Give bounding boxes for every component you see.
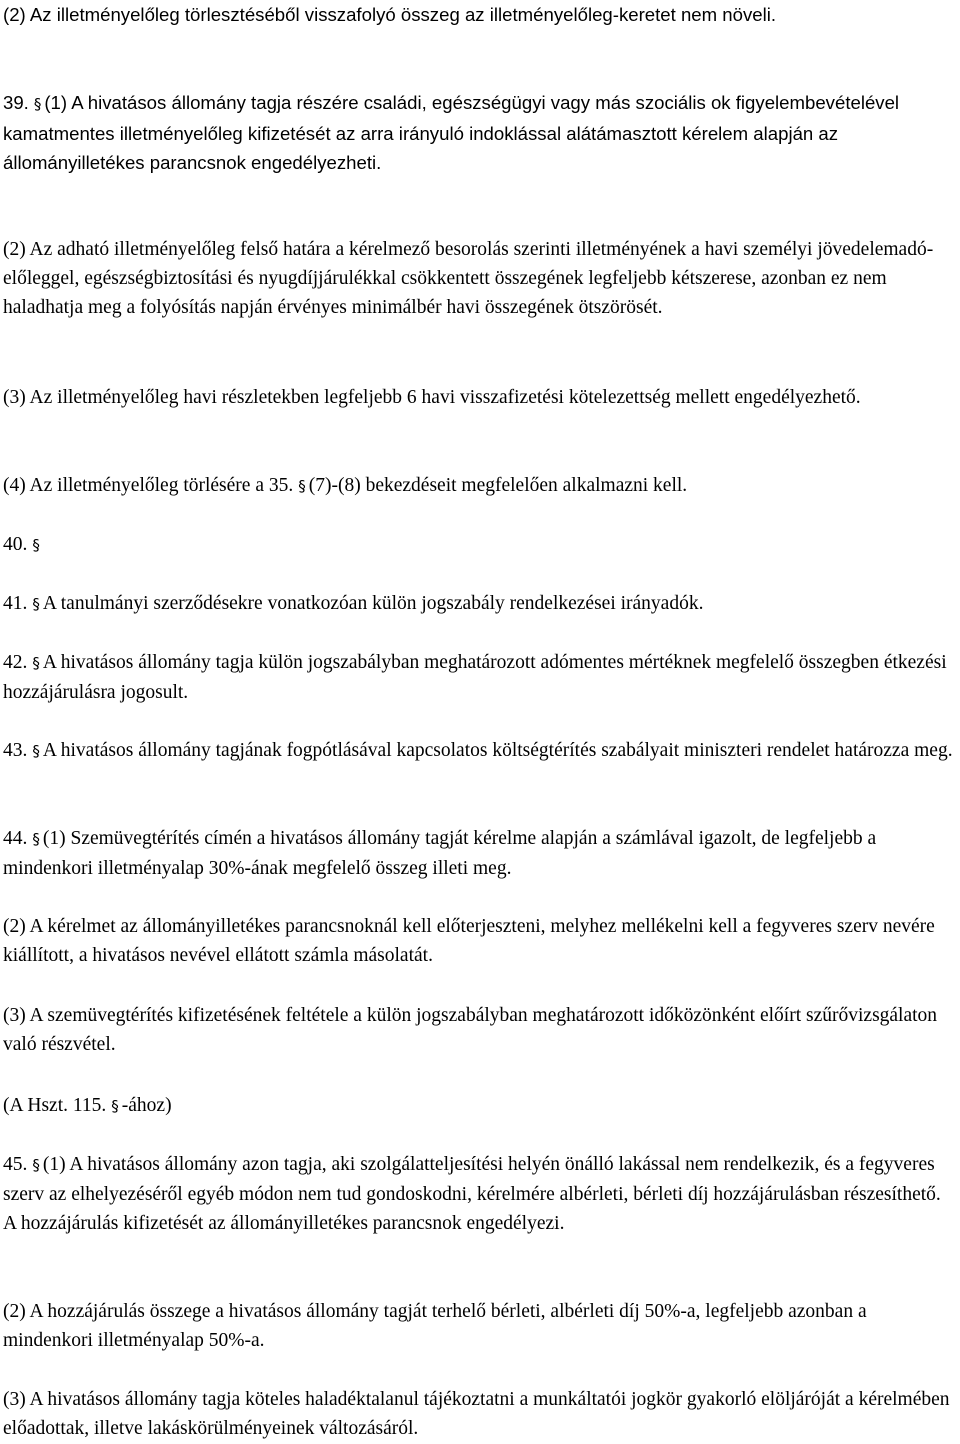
section-sign: § xyxy=(32,654,40,672)
section-number: 42. xyxy=(3,652,28,673)
paragraph-text: (1) A hivatásos állomány azon tagja, aki szolgálatteljesítési helyén önálló lakással nem rendelkezik, és a fegyveres szerv az elhelyezéséről egyéb módon nem tud gondoskodni, kérelmére albérleti, bérleti díj hozzájárulásban részesíthető. A hozzájárulás kifizetését az állományilletékes parancsnok engedélyezi. xyxy=(3,1154,941,1234)
paragraph-39-2 xyxy=(3,235,955,322)
paragraph-39-3 xyxy=(3,383,861,412)
section-number: 43. xyxy=(3,740,28,761)
section-sign: § xyxy=(32,742,40,760)
section-number: 41. xyxy=(3,593,28,614)
paragraph-39-1 xyxy=(3,88,955,177)
paragraph-40 xyxy=(3,530,43,560)
paragraph-44-2 xyxy=(3,912,955,970)
paragraph-38-2 xyxy=(3,0,776,29)
section-sign: § xyxy=(32,536,40,554)
paragraph-text: (2) Az adható illetményelőleg felső határa a kérelmező besorolás szerinti illetményének a havi személyi jövedelemadó-előleggel, egészségbiztosítási és nyugdíjjárulékkal csökkentett összegének legfeljebb kétszerese, azonban ez nem haladhatja meg a folyósítás napján érvényes minimálbér havi összegének ötszörösét. xyxy=(3,239,934,318)
paragraph-text: A tanulmányi szerződésekre vonatkozóan külön jogszabály rendelkezései irányadók. xyxy=(42,593,704,614)
paragraph-text: (1) A hivatásos állomány tagja részére családi, egészségügyi vagy más szociális ok figyelembevételével kamatmentes illetményelőleg kifizetését az arra irányuló indoklással alátámasztott kérelem alapján az állományilletékes parancsnok engedélyezheti. xyxy=(3,92,900,173)
section-number: 39. xyxy=(3,92,29,113)
paragraph-text: A hivatásos állomány tagja külön jogszabályban meghatározott adómentes mértéknek megfelelő összegben étkezési hozzájárulásra jogosult. xyxy=(3,652,947,703)
paragraph-41 xyxy=(3,589,703,619)
paragraph-text: (3) Az illetményelőleg havi részletekben legfeljebb 6 havi visszafizetési kötelezettség mellett engedélyezhető. xyxy=(3,387,861,408)
section-number: 40. xyxy=(3,534,28,555)
section-sign: § xyxy=(33,95,42,113)
paragraph-text-start: (A Hszt. 115. xyxy=(3,1095,107,1116)
paragraph-text: (2) A hozzájárulás összege a hivatásos állomány tagját terhelő bérleti, albérleti díj 50%-a, legfeljebb azonban a mindenkori illetményalap 50%-a. xyxy=(3,1301,867,1351)
paragraph-45-1 xyxy=(3,1150,955,1238)
paragraph-text: A hivatásos állomány tagjának fogpótlásával kapcsolatos költségtérítés szabályait miniszteri rendelet határozza meg. xyxy=(42,740,953,761)
paragraph-text: (3) A hivatásos állomány tagja köteles haladéktalanul tájékoztatni a munkáltatói jogkör gyakorló elöljáróját a kérelmében előadottak, illetve lakáskörülményeinek változásáról. xyxy=(3,1389,950,1439)
paragraph-text: (3) A szemüvegtérítés kifizetésének feltétele a külön jogszabályban meghatározott időközönként előírt szűrővizsgálaton való részvétel. xyxy=(3,1005,938,1055)
section-sign: § xyxy=(298,477,306,495)
paragraph-text-start: (4) Az illetményelőleg törlésére a 35. xyxy=(3,475,294,496)
section-number: 45. xyxy=(3,1154,28,1175)
paragraph-text-end: -ához) xyxy=(121,1095,172,1116)
paragraph-text-end: (7)-(8) bekezdéseit megfelelően alkalmazni kell. xyxy=(308,475,688,496)
paragraph-43 xyxy=(3,736,953,766)
paragraph-39-4 xyxy=(3,471,687,501)
section-sign: § xyxy=(111,1097,119,1115)
paragraph-44-3 xyxy=(3,1001,955,1059)
paragraph-text: (2) Az illetményelőleg törlesztéséből visszafolyó összeg az illetményelőleg-keretet nem növeli. xyxy=(3,4,777,25)
paragraph-45-3 xyxy=(3,1385,955,1443)
section-number: 44. xyxy=(3,828,28,849)
section-sign: § xyxy=(32,830,40,848)
paragraph-45-2 xyxy=(3,1297,955,1355)
reference-heading xyxy=(3,1091,172,1121)
section-sign: § xyxy=(32,595,40,613)
paragraph-text: (1) Szemüvegtérítés címén a hivatásos állomány tagját kérelme alapján a számlával igazolt, de legfeljebb a mindenkori illetményalap 30%-ának megfelelő összeg illeti meg. xyxy=(3,828,877,879)
paragraph-42 xyxy=(3,648,955,707)
paragraph-44-1 xyxy=(3,824,955,883)
paragraph-text: (2) A kérelmet az állományilletékes parancsnoknál kell előterjeszteni, melyhez mellékelni kell a fegyveres szerv nevére kiállított, a hivatásos nevével ellátott számla másolatát. xyxy=(3,916,935,966)
section-sign: § xyxy=(32,1156,40,1174)
